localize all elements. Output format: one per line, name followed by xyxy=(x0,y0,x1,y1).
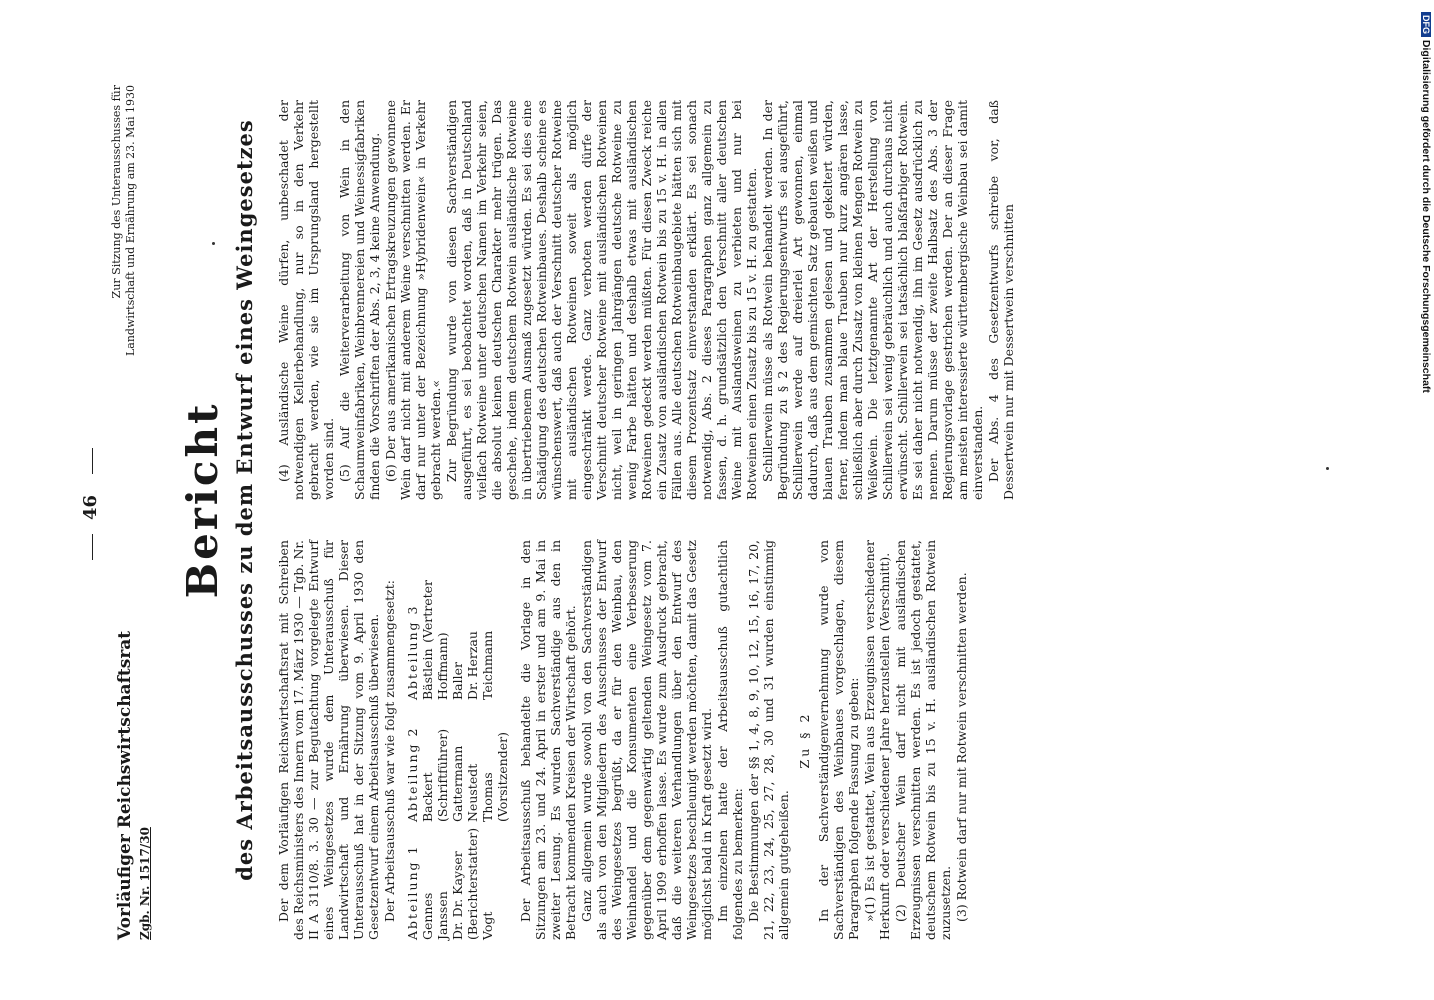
committee-column-2 xyxy=(405,700,510,822)
sessions-paragraph: Der Arbeitsausschuß behandelte die Vorlage in den Sitzungen am 23. und 24. April in erster und am 9. Mai in zweiter Lesung. Es wurden Sachverständige aus den in Betracht kommenden Kreisen der Wirtschaft gehört. xyxy=(518,540,578,940)
reference-number: Zgb. Nr. 1517/30 xyxy=(138,827,152,940)
member: Gennes xyxy=(420,892,435,940)
general-paragraph: Ganz allgemein wurde sowohl von den Sachverständigen als auch von den Mitgliedern des Ausschusses der Entwurf des Weingesetzes begrüßt, da er für den Weinbau, den Weinhandel und die Konsumenten eine Verbesserung gegenüber dem gegenwärtig geltenden Weingesetz vom 7. April 1909 erhoffen lasse. Es wurde zum Ausdruck gebracht, daß die weiteren Verhandlungen über den Entwurf des Weingesetzes beschleunigt werden möchten, damit das Gesetz möglichst bald in Kraft gesetzt wird. xyxy=(579,540,714,940)
member: Dr. Herzau xyxy=(465,631,480,700)
member: Backert (Schriftführer) xyxy=(420,728,450,822)
member: Janssen xyxy=(435,891,450,940)
member: Baller xyxy=(450,661,465,700)
committee-column-1 xyxy=(405,822,510,940)
right-column xyxy=(276,100,1017,500)
member-role: (Berichterstatter) xyxy=(465,827,480,940)
session-note: Zur Sitzung des Unterausschusses für Landwirtschaft und Ernährung am 23. Mai 1930 xyxy=(110,85,137,357)
council-header xyxy=(115,631,155,940)
composition-paragraph: Der Arbeitsausschuß war wie folgt zusammengesetzt: xyxy=(382,580,397,922)
proposal-paragraph: In der Sachverständigenvernehmung wurde von Sachverständigen des Weinbaues vorgeschlagen, diesem Paragraphen folgende Fassung zu geben: xyxy=(816,540,861,940)
page-number-dash-left xyxy=(92,534,93,560)
clause-6: (6) Der aus amerikanischen Ertragskreuzungen gewonnene Wein darf nicht mit anderem Weine verschnitten werden. Er darf nur unter der Bezeichnung »Hybridenwein« in Verkehr gebracht werden.« xyxy=(383,100,443,500)
member-role: (Vorsitzender) xyxy=(495,732,510,822)
member: Dr. Dr. Kayser xyxy=(450,851,465,940)
speck-mark xyxy=(212,242,215,245)
clause-1: »(1) Es ist gestattet, Wein aus Erzeugnissen verschiedener Herkunft oder verschiedener Jahre herzustellen (Verschnitt). xyxy=(862,540,892,940)
digitization-credit xyxy=(1420,8,1432,788)
clause-2: (2) Deutscher Wein darf nicht mit ausländischen Erzeugnissen verschnitten werden. Es ist jedoch gestattet, deutschem Rotwein bis zu 15 v. H. ausländischen Rotwein zuzusetzen. xyxy=(893,540,953,940)
dfg-logo: DFG xyxy=(1421,12,1431,37)
speck-mark xyxy=(1326,467,1329,470)
left-column xyxy=(276,540,970,940)
committee-column-3 xyxy=(405,580,510,700)
clause-3: (3) Rotwein darf nur mit Rotwein verschnitten werden. xyxy=(954,572,969,922)
committee-table xyxy=(405,540,510,940)
member: Gattermann xyxy=(450,745,465,822)
clause-4: (4) Ausländische Weine dürfen, unbeschadet der notwendigen Kellerbehandlung, nur so in den Verkehr gebracht werden, wie sie im Ursprungsland hergestellt worden sind. xyxy=(276,100,336,500)
abteilung-3-heading: Abteilung 3 xyxy=(405,604,420,700)
schillerwein-paragraph: Schillerwein müsse als Rotwein behandelt werden. In der Begründung zu § 2 des Regierungsentwurfs sei ausgeführt, Schillerwein werde auf dreierlei Art gewonnen, einmal dadurch, daß aus dem gemischten Satz gebauten weißen und blauen Trauben zusammen gelesen und gekeltert würden, ferner, indem man blaue Trauben nur kurz angären lasse, schließlich aber durch Zusatz von kleinen Mengen Rotwein zu Weißwein. Die letztgenannte Art der Herstellung von Schillerwein sei wenig gebräuchlich und auch durchaus nicht erwünscht. Schillerwein sei tatsächlich blaßfarbiger Rotwein. Es sei daher nicht notwendig, ihn im Gesetz ausdrücklich zu nennen. Darum müsse der zweite Halbsatz des Abs. 3 der Regierungsvorlage gestrichen werden. Der an dieser Frage am meisten interessierte württembergische Weinbau sei damit einverstanden. xyxy=(760,100,985,500)
clause-5: (5) Auf die Weiterverarbeitung von Wein in den Schaumweinfabriken, Weinbrennereien und Weinessigfabriken finden die Vorschriften der Abs. 2, 3, 4 keine Anwendung. xyxy=(337,100,382,500)
abteilung-2-heading: Abteilung 2 xyxy=(405,726,420,822)
abteilung-1-heading: Abteilung 1 xyxy=(405,844,420,940)
report-title: Bericht xyxy=(178,401,227,599)
credit-text: Digitalisierung gefördert durch die Deutsche Forschungsgemeinschaft xyxy=(1420,39,1432,393)
member: Teichmann xyxy=(480,630,495,700)
dessertwein-paragraph: Der Abs. 4 des Gesetzentwurfs schreibe vor, daß Dessertwein nur mit Dessertwein verschnitten xyxy=(986,100,1016,500)
member: Bästlein (Vertreter Hoffmann) xyxy=(420,580,450,700)
page-number-dash-right xyxy=(92,448,93,474)
details-paragraph: Im einzelnen hatte der Arbeitsausschuß gutachtlich folgendes zu bemerken: xyxy=(715,540,745,940)
member: Thomas xyxy=(480,772,495,822)
digitization-credit-strip xyxy=(1416,8,1434,788)
approval-paragraph: Die Bestimmungen der §§ 1, 4, 8, 9, 10, 12, 15, 16, 17, 20, 21, 22, 23, 24, 25, 27, 28, 30 und 31 wurden einstimmig allgemein gutgeheißen. xyxy=(746,540,791,940)
justification-paragraph: Zur Begründung wurde von diesen Sachverständigen ausgeführt, es sei beobachtet worden, daß in Deutschland vielfach Rotweine unter deutschen Namen im Verkehr seien, die absolut keinen deutschen Charakter mehr trügen. Das geschehe, indem deutschem Rotwein ausländische Rotweine in übertriebenem Ausmaß zugesetzt würden. Es sei dies eine Schädigung des deutschen Rotweinbaues. Deshalb scheine es wünschenswert, daß auch der Verschnitt deutscher Rotweine mit ausländischen Rotweinen soweit als möglich eingeschränkt werde. Ganz verboten werden dürfe der Verschnitt deutscher Rotweine mit ausländischen Rotweinen nicht, weil in geringen Jahrgängen deutsche Rotweine zu wenig Farbe hätten und deshalb etwas mit ausländischen Rotweinen gedeckt werden müßten. Für diesen Zweck reiche ein Zusatz von ausländischen Rotwein bis zu 15 v. H. in allen Fällen aus. Alle deutschen Rotweinbaugebiete hätten sich mit diesem Prozentsatz einverstanden erklärt. Es sei sonach notwendig, Abs. 2 dieses Paragraphen ganz allgemein zu fassen, d. h. grundsätzlich den Verschnitt aller deutschen Weine mit Auslandsweinen zu verbieten und nur bei Rotweinen einen Zusatz bis zu 15 v. H. zu gestatten. xyxy=(444,100,759,500)
member: Neustedt xyxy=(465,763,480,822)
council-title: Vorläufiger Reichswirtschaftsrat xyxy=(115,630,135,940)
page-number: 46 xyxy=(80,494,101,520)
report-subtitle: des Arbeitsausschusses zu dem Entwurf eines Weingesetzes xyxy=(232,119,257,881)
section-heading: Zu § 2 xyxy=(797,711,812,769)
member: Vogt xyxy=(480,911,495,940)
intro-paragraph: Der dem Vorläufigen Reichswirtschaftsrat mit Schreiben des Reichsministers des Innern vom 17. März 1930 — Tgb. Nr. II A 3110/8. 3. 30 — zur Begutachtung vorgelegte Entwurf eines Weingesetzes wurde dem Unterausschuß für Landwirtschaft und Ernährung überwiesen. Dieser Unterausschuß hat in der Sitzung vom 9. April 1930 den Gesetzentwurf einem Arbeitsausschuß überwiesen. xyxy=(276,540,381,940)
